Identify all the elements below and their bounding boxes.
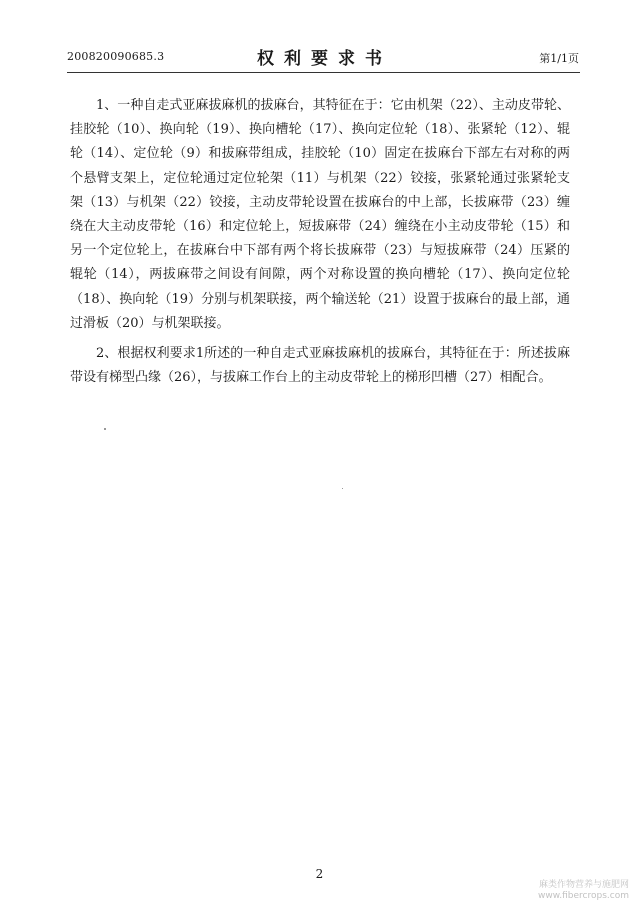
claim-2: 2、根据权利要求1所述的一种自走式亚麻拔麻机的拔麻台，其特征在于：所述拔麻带设有梯型凸缘（26），与拔麻工作台上的主动皮带轮上的梯形凹槽（27）相配合。 <box>70 346 570 386</box>
scan-speck <box>342 488 343 489</box>
document-header <box>0 0 639 80</box>
claim-1: 1、一种自走式亚麻拔麻机的拔麻台，其特征在于：它由机架（22）、主动皮带轮、挂胶轮（10）、换向轮（19）、换向槽轮（17）、换向定位轮（18）、张紧轮（12）、辊轮（14）、定位轮（9）和拔麻带组成，挂胶轮（10）固定在拔麻台下部左右对称的两个悬臂支架上，定位轮通过定位轮架（11）与机架（22）铰接，张紧轮通过张紧轮支架（13）与机架（22）铰接，主动皮带轮设置在拔麻台的中上部，长拔麻带（23）缠绕在大主动皮带轮（16）和定位轮上，短拔麻带（24）缠绕在小主动皮带轮（15）和另一个定位轮上，在拔麻台中下部有两个将长拔麻带（23）与短拔麻带（24）压紧的辊轮（14），两拔麻带之间设有间隙，两个对称设置的换向槽轮（17）、换向定位轮（18）、换向轮（19）分别与机架联接，两个输送轮（21）设置于拔麻台的最上部，通过滑板（20）与机架联接。 <box>70 98 570 331</box>
watermark <box>538 880 629 902</box>
watermark-url: www.fibercrops.com <box>538 891 629 901</box>
header-divider <box>67 72 580 73</box>
scan-speck <box>104 428 106 430</box>
application-number: 200820090685.3 <box>67 50 165 63</box>
page-number: 2 <box>315 867 324 881</box>
document-title: 权利要求书 <box>257 49 392 69</box>
watermark-name: 麻类作物营养与施肥网 <box>538 880 629 890</box>
page-indicator: 第1/1页 <box>539 52 579 65</box>
claims-body <box>70 94 570 396</box>
